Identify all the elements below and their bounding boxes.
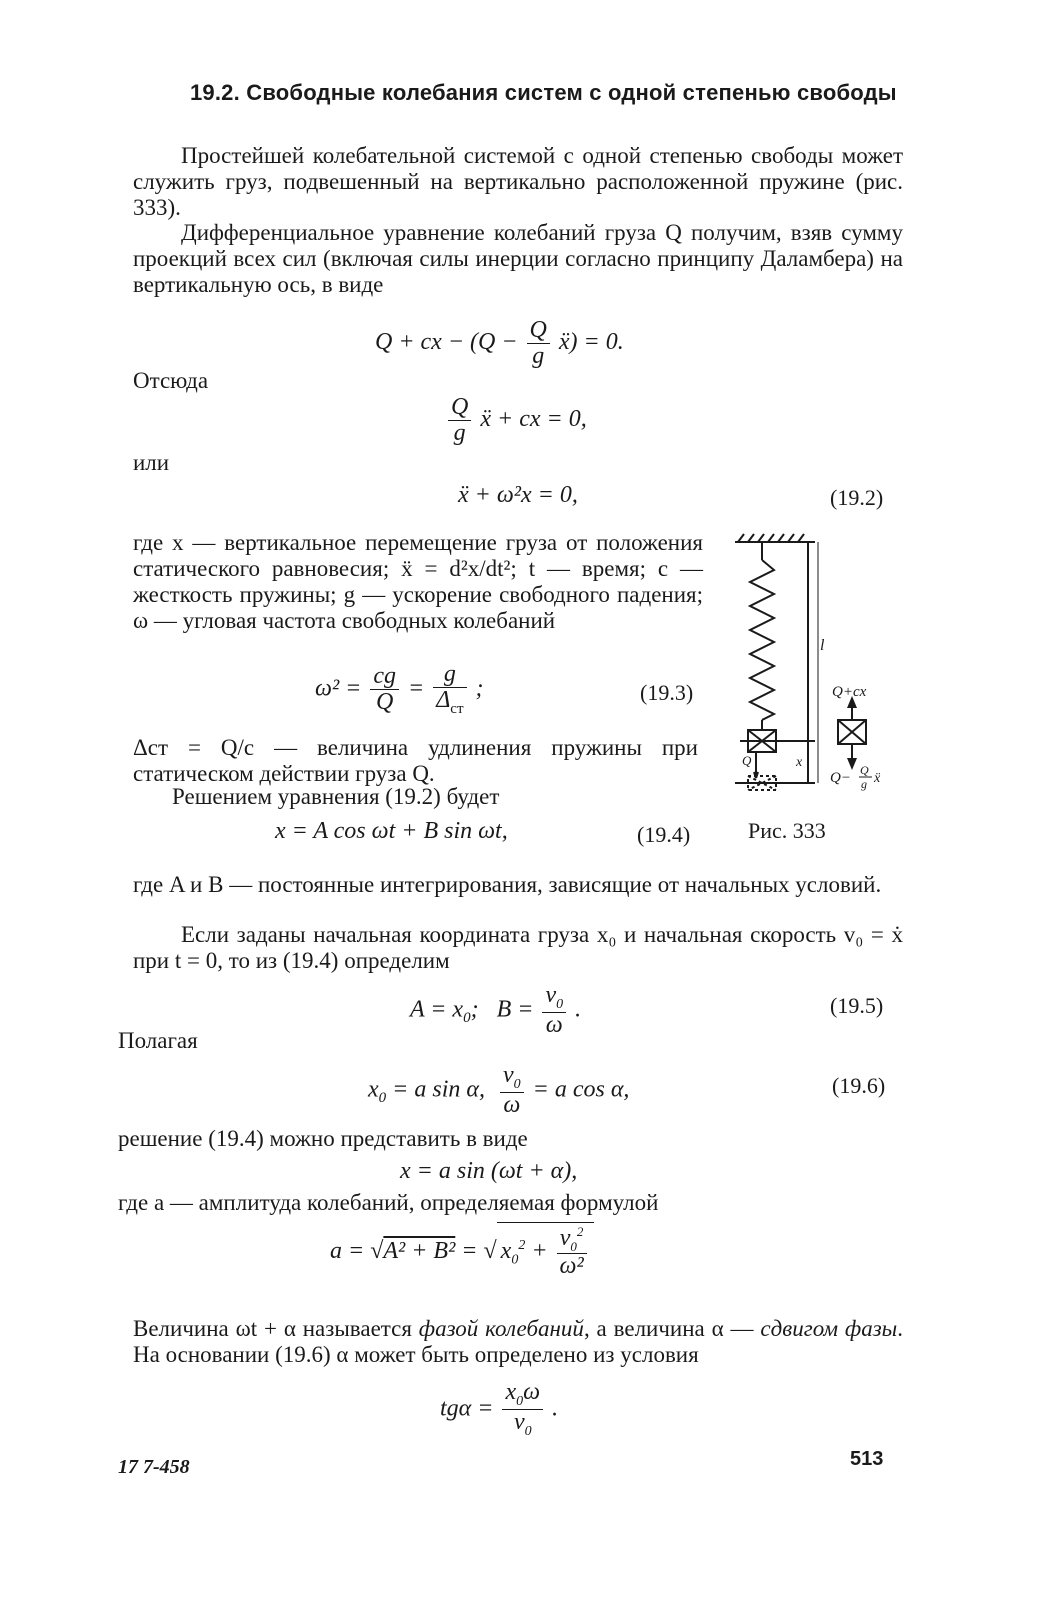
paragraph-constants: где A и B — постоянные интегрирования, зависящие от начальных условий.	[133, 872, 882, 897]
label-force-down-num: Q	[860, 763, 869, 777]
equation-motion: $\frac{Q}{g}$ ẍ + cx = 0,	[445, 395, 587, 446]
label-weight: Q	[742, 753, 752, 768]
paragraph-delta: Δст = Q/c — величина удлинения пружины при статическом действии груза Q.	[133, 735, 698, 786]
label-force-up: Q+cx	[832, 684, 867, 700]
equation-19-2: ẍ + ω²x = 0,	[458, 482, 578, 508]
equation-solution: x = a sin (ωt + α),	[400, 1158, 578, 1184]
paragraph-initial-conditions: Если заданы начальная координата груза x₀ и начальная скорость v₀ = ẋ при t = 0, то из (19.4) определим	[133, 922, 903, 973]
phase-term: фазой колебаний	[418, 1316, 584, 1341]
phase-shift-term: сдвигом фазы	[760, 1316, 898, 1341]
equation-number-19-3: (19.3)	[640, 680, 694, 705]
figure-spring-mass	[720, 520, 910, 810]
phase-text-1: Величина ωt + α называется	[133, 1316, 419, 1341]
equation-dalembert: Q + cx − (Q − $\frac{Q}{g}$ ẍ) = 0.	[375, 317, 624, 370]
equation-19-3: ω² = $\frac{cg}{Q}$ = $\frac{g}{\Delta_{ст}}$ ;	[315, 661, 484, 717]
label-force-down-tail: ẍ	[874, 771, 881, 786]
equation-number-19-4: (19.4)	[637, 822, 691, 847]
equation-number-19-2: (19.2)	[830, 485, 884, 510]
text-otsyuda: Отсюда	[133, 368, 209, 393]
text-amplitude: где a — амплитуда колебаний, определяемая формулой	[118, 1190, 659, 1215]
equation-amplitude: a = √A² + B² = √ $x_0^2$ + $\frac{v_0^2}{\text{ω²}}$	[330, 1222, 594, 1280]
text-ili: или	[133, 450, 170, 475]
equation-19-6: $x_0 = a$ sin α, $\frac{v_0}{\omega}$ = a cos α,	[368, 1062, 630, 1119]
label-force-down: Q−	[830, 770, 851, 786]
phase-text-2: , а величина α —	[583, 1316, 761, 1341]
label-displacement: x	[796, 755, 803, 770]
equation-number-19-5: (19.5)	[830, 993, 884, 1018]
equation-19-4: x = A cos ωt + B sin ωt,	[275, 818, 508, 844]
section-heading: 19.2. Свободные колебания систем с одной степенью свободы	[190, 80, 897, 105]
paragraph-phase	[133, 1316, 903, 1368]
equation-19-5: $A = x_0$; B = $\frac{v_0}{\omega}$ .	[410, 982, 582, 1039]
footer-signature: 17 7-458	[118, 1456, 190, 1478]
label-length: l	[820, 637, 825, 654]
paragraph-diff-eq: Дифференциальное уравнение колебаний груза Q получим, взяв сумму проекций всех сил (включая силы инерции согласно принципу Даламбера) на вертикальную ось, в виде	[133, 220, 903, 297]
paragraph-intro: Простейшей колебательной системой с одной степенью свободы может служить груз, подвешенный на вертикально расположенной пружине (рис. 333).	[133, 143, 903, 220]
equation-tan-alpha: tgα = $\frac{x_0\omega}{v_0}$ .	[440, 1379, 559, 1440]
figure-caption: Рис. 333	[748, 818, 826, 843]
phase-text-3: . На основании (19.6) α может быть определено из условия	[133, 1316, 904, 1367]
label-force-down-den: g	[861, 777, 867, 791]
text-solution-form: решение (19.4) можно представить в виде	[118, 1126, 528, 1151]
text-solution-intro: Решением уравнения (19.2) будет	[172, 784, 500, 809]
equation-number-19-6: (19.6)	[832, 1073, 886, 1098]
text-polagaya: Полагая	[118, 1028, 198, 1053]
paragraph-definitions: где x — вертикальное перемещение груза от положения статического равновесия; ẍ = d²x/dt²; t — время; c — жесткость пружины; g — ускорение свободного падения; ω — угловая частота свободных колебаний	[133, 530, 703, 633]
spring-mass-diagram	[720, 520, 910, 810]
page-number: 513	[850, 1448, 884, 1470]
